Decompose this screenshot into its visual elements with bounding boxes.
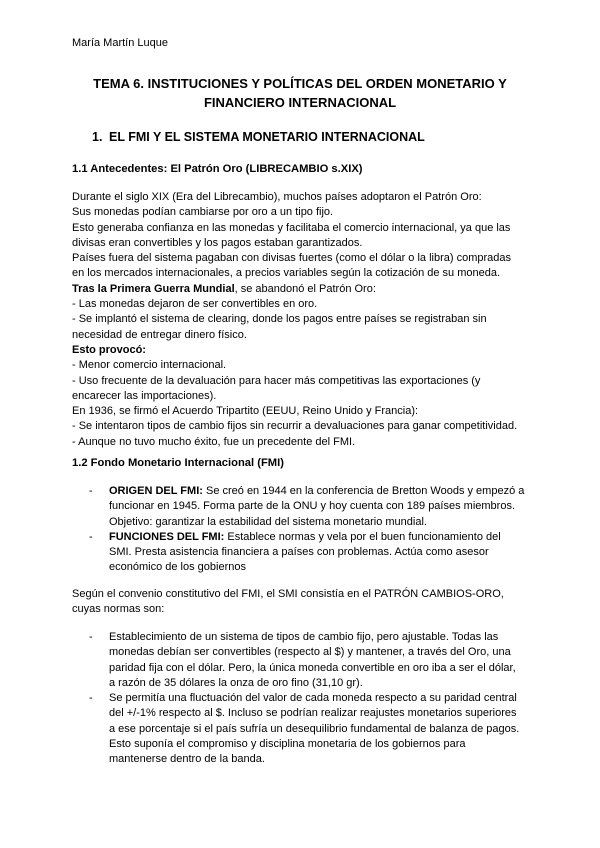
bullet-line: a razón de 35 dólares la onza de oro fino (31,10 gr). (109, 676, 363, 689)
paragraph-line: - Las monedas dejaron de ser convertibles en oro. (72, 298, 318, 311)
paragraph-line: Según el convenio constitutivo del FMI, el SMI consistía en el PATRÓN CAMBIOS-ORO, (72, 588, 504, 600)
bullet-dash: - (89, 692, 93, 705)
bullet-line: SMI. Presta asistencia financiera a países con problemas. Actúa como asesor (109, 546, 489, 559)
bullet-line: mantenerse dentro de la banda. (109, 753, 265, 766)
paragraph-line: - Menor comercio internacional. (72, 359, 227, 372)
section-1-number: 1. (92, 130, 103, 144)
list-item (72, 630, 532, 691)
bullet-bold-label: ORIGEN DEL FMI: (109, 485, 203, 497)
subsection-1-2-heading: 1.2 Fondo Monetario Internacional (FMI) (72, 457, 284, 469)
paragraph-line: En 1936, se firmó el Acuerdo Tripartito (EEUU, Reino Unido y Francia): (72, 405, 419, 418)
bullet-text: Se creó en 1944 en la conferencia de Bretton Woods y empezó a (202, 485, 525, 497)
paragraph-line: - Se implantó el sistema de clearing, donde los pagos entre países se registraban sin (72, 313, 487, 326)
bullet-line: Esto suponía el compromiso y disciplina monetaria de los gobiernos para (109, 738, 466, 751)
caused-heading: Esto provocó: (72, 343, 146, 356)
bullet-line: Establecimiento de un sistema de tipos de cambio fijo, pero ajustable. Todas las (109, 631, 499, 643)
bullet-dash: - (89, 485, 93, 497)
bullet-text: Establece normas y vela por el buen funcionamiento del (224, 530, 501, 543)
section-1-title: EL FMI Y EL SISTEMA MONETARIO INTERNACIONAL (109, 130, 425, 144)
paragraph-line: - Uso frecuente de la devaluación para hacer más competitivas las exportaciones (y (72, 374, 481, 387)
list-item (72, 530, 532, 576)
title-line-1: TEMA 6. INSTITUCIONES Y POLÍTICAS DEL ORDEN MONETARIO Y (93, 76, 507, 91)
bullet-dash: - (89, 631, 93, 643)
subsection-1-1-body (72, 190, 530, 450)
page-title (60, 74, 540, 112)
bullet-line: económico de los gobiernos (109, 561, 246, 574)
bullet-dash: - (89, 530, 93, 543)
convenio-paragraph (72, 587, 530, 618)
bullet-line: paridad fija con el dólar. Pero, la única moneda convertible en oro iba a ser el dólar, (109, 661, 516, 674)
bullet-line: Se permitía una fluctuación del valor de cada moneda respecto a su paridad central (109, 692, 517, 705)
paragraph-line: - Aunque no tuvo mucho éxito, fue un precedente del FMI. (72, 435, 356, 448)
section-1-heading (92, 129, 425, 145)
author-name: María Martín Luque (72, 37, 168, 49)
list-item (72, 691, 532, 767)
bullet-line: Objetivo: garantizar la estabilidad del sistema monetario mundial. (109, 515, 427, 528)
bullet-line: funcionar en 1945. Forma parte de la ONU y hoy cuenta con 189 países miembros. (109, 500, 515, 513)
bullet-line: del +/-1% respecto al $. Incluso se podrían realizar reajustes monetarios superiores (109, 707, 517, 720)
bullet-line: monedas debían ser convertibles (respecto al $) y mantener, a través del Oro, una (109, 646, 511, 659)
bullet-line: a ese porcentaje si el país sufría un desequilibrio fundamental de balanza de pagos. (109, 722, 520, 735)
paragraph-line: Esto generaba confianza en las monedas y facilitaba el comercio internacional, ya que las (72, 221, 511, 234)
paragraph-line: Durante el siglo XIX (Era del Librecambio), muchos países adoptaron el Patrón Oro: (72, 191, 482, 203)
paragraph-line: divisas eran convertibles y los pagos estaban garantizados. (72, 236, 363, 249)
paragraph-line: cuyas normas son: (72, 603, 165, 616)
bullet-bold-label: FUNCIONES DEL FMI: (109, 530, 225, 543)
title-line-2: FINANCIERO INTERNACIONAL (203, 95, 397, 110)
fmi-bullet-list (72, 484, 532, 576)
bullet-line (109, 530, 532, 545)
paragraph-line: - Se intentaron tipos de cambio fijos sin recurrir a devaluaciones para ganar competitividad. (72, 420, 518, 433)
war-bold-text: Tras la Primera Guerra Mundial (72, 282, 235, 295)
paragraph-line: necesidad de entregar dinero físico. (72, 328, 247, 341)
bullet-line (109, 484, 532, 499)
paragraph-line: Países fuera del sistema pagaban con divisas fuertes (como el dólar o la libra) compradas (72, 252, 512, 265)
subsection-1-1-heading: 1.1 Antecedentes: El Patrón Oro (LIBRECAMBIO s.XIX) (72, 163, 363, 175)
war-rest-text: , se abandonó el Patrón Oro: (234, 282, 376, 295)
norms-bullet-list (72, 630, 532, 768)
paragraph-line: Sus monedas podían cambiarse por oro a un tipo fijo. (72, 206, 334, 219)
paragraph-line: encarecer las importaciones). (72, 389, 217, 402)
paragraph-line (72, 282, 530, 297)
list-item (72, 484, 532, 530)
paragraph-line: en los mercados internacionales, a precios variables según la cotización de su moneda. (72, 267, 501, 280)
